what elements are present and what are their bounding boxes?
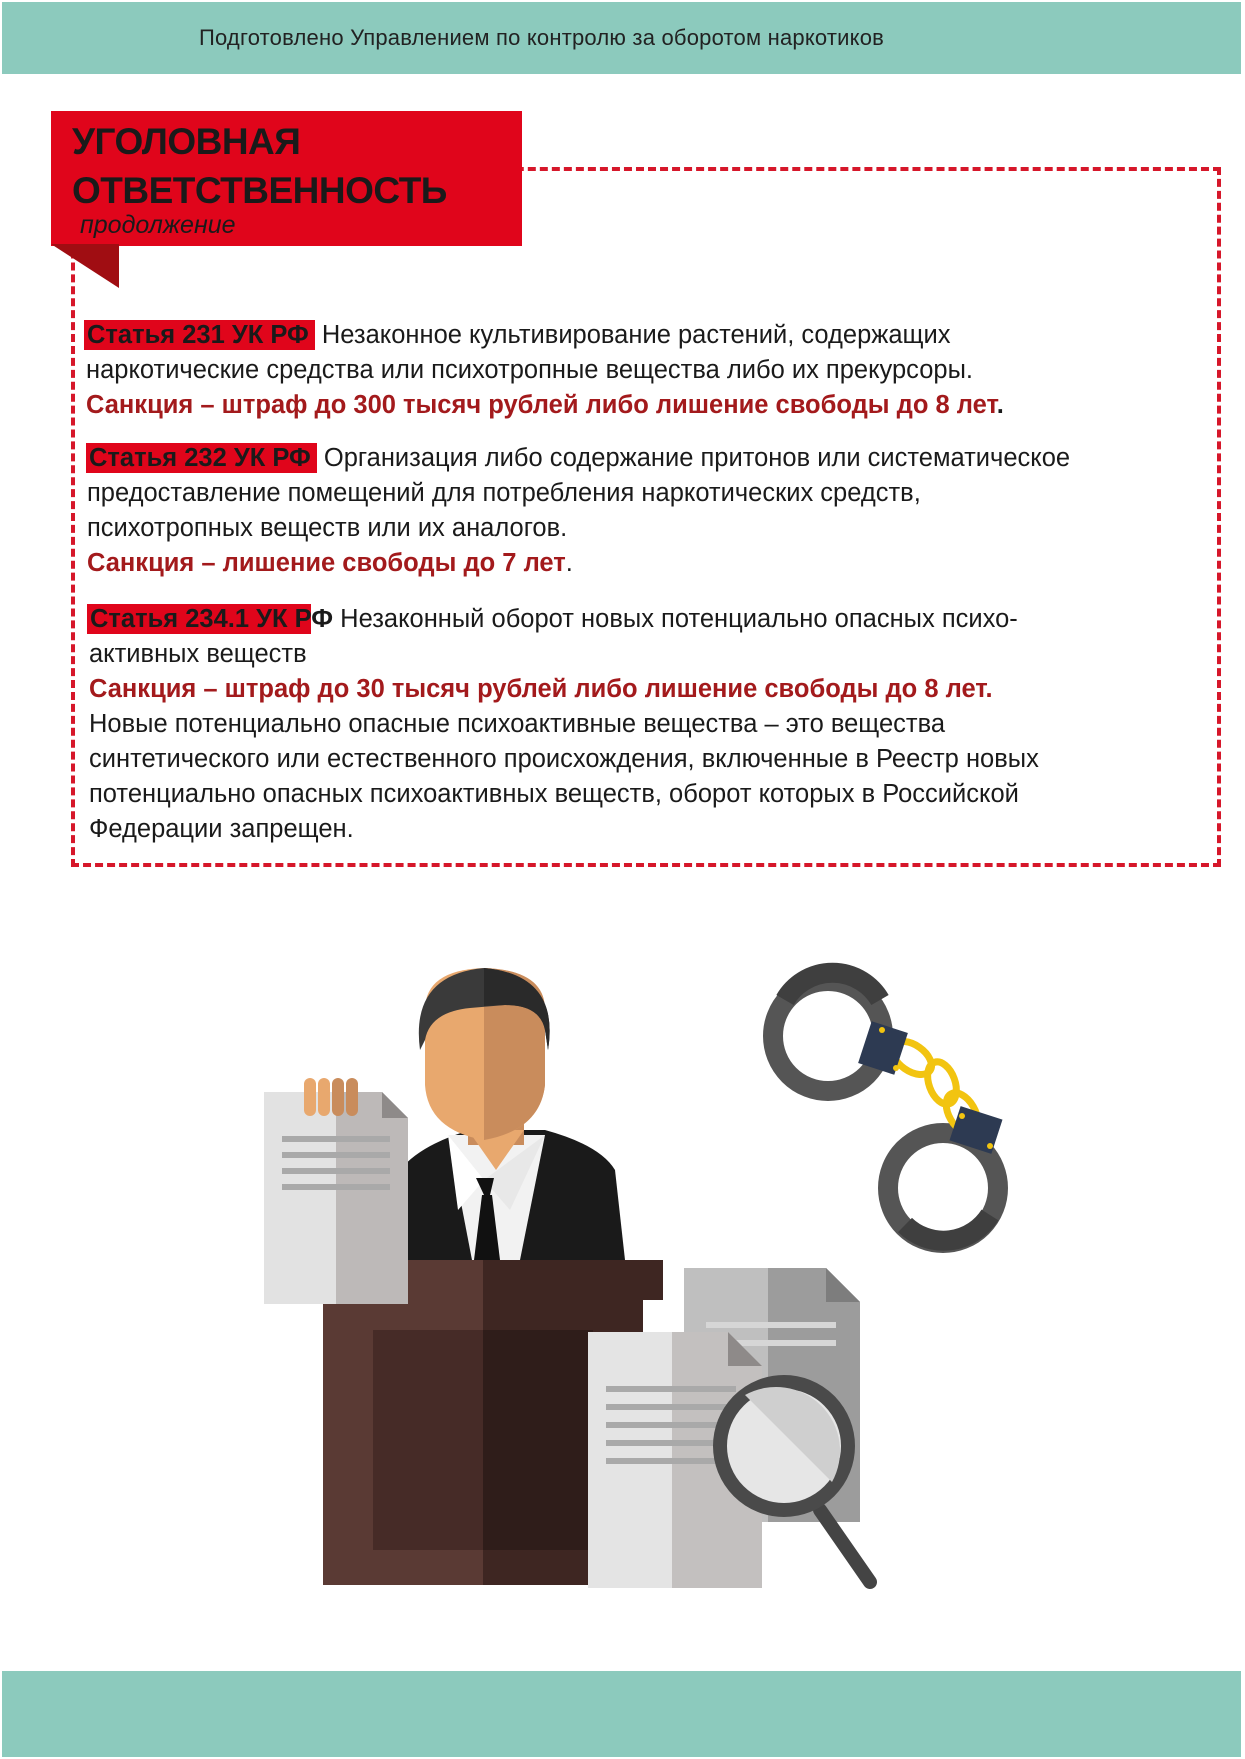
header-text: Подготовлено Управлением по контролю за оборотом наркотиков — [198, 25, 885, 50]
article-232-text3: психотропных веществ или их аналогов. — [87, 514, 568, 542]
article-2341-note2: синтетического или естественного происхождения, включенные в Реестр новых — [89, 745, 1039, 773]
article-2341-note3: потенциально опасных психоактивных веществ, оборот которых в Российской — [89, 780, 1019, 808]
article-2341-note4: Федерации запрещен. — [89, 815, 354, 843]
article-232-sanction: Санкция – лишение свободы до 7 лет — [87, 549, 566, 577]
footer-band — [2, 1671, 1241, 1757]
page-title-line2: ОТВЕТСТВЕННОСТЬ — [72, 170, 447, 211]
article-2341-text1: Незаконный оборот новых потенциально опасных психо- — [340, 605, 1018, 633]
article-232-sanction-end: . — [565, 549, 573, 577]
article-231-sanction: Санкция – штраф до 300 тысяч рублей либо лишение свободы до 8 лет — [86, 391, 997, 419]
article-231-text2: наркотические средства или психотропные вещества либо их прекурсоры. — [86, 356, 973, 384]
article-2341-text2: активных веществ — [89, 640, 307, 668]
article-2341-note1: Новые потенциально опасные психоактивные вещества – это вещества — [89, 710, 946, 738]
article-2341-sanction-text: Санкция – штраф до 30 тысяч рублей либо лишение свободы до 8 лет. — [89, 675, 993, 703]
article-231-label: Статья 231 УК РФ — [84, 320, 315, 350]
document-icon — [264, 1078, 408, 1304]
article-231-sanction-end: . — [996, 391, 1004, 419]
page-title-line1: УГОЛОВНАЯ — [72, 121, 301, 162]
handcuffs-icon — [773, 973, 1002, 1243]
page-subtitle: продолжение — [80, 211, 236, 239]
article-232-text1: Организация либо содержание притонов или систематическое — [323, 444, 1071, 472]
article-232-text2: предоставление помещений для потребления наркотических средств, — [87, 479, 921, 507]
article-2341-label: Статья 234.1 УК Р — [87, 604, 311, 634]
article-232-label: Статья 232 УК РФ — [86, 443, 317, 473]
article-2341-label-rest: Ф — [311, 605, 334, 633]
article-231-text1: Незаконное культивирование растений, содержащих — [321, 321, 951, 349]
